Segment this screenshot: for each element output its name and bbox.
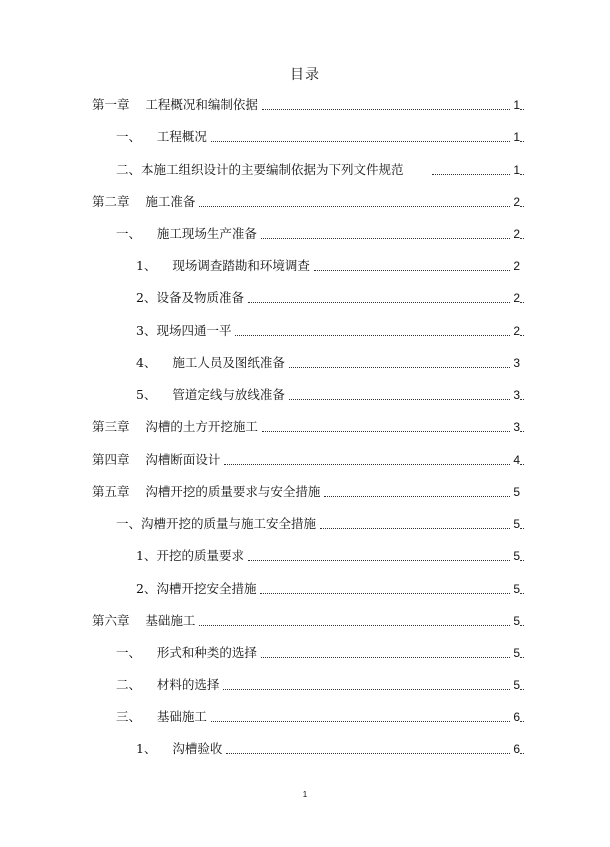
dot-leader-tail xyxy=(520,270,524,271)
toc-entry[interactable] xyxy=(92,483,524,501)
toc-entry-label: 第四章 沟槽断面设计 xyxy=(92,452,221,467)
toc-entry[interactable] xyxy=(116,161,524,179)
dot-leader xyxy=(260,593,510,594)
toc-entry-page: 3 xyxy=(513,420,520,434)
toc-entry-page: 5 xyxy=(513,549,520,563)
toc-entry-label: 3、现场四通一平 xyxy=(136,323,232,338)
toc-entry-label: 2、设备及物质准备 xyxy=(136,290,244,305)
toc-entry-page: 4 xyxy=(513,453,520,467)
toc-entry[interactable] xyxy=(92,612,524,630)
toc-entry-label: 5、 管道定线与放线准备 xyxy=(136,387,285,402)
toc-entry-label: 第二章 施工准备 xyxy=(92,194,196,209)
toc-entry-label: 三、 基础施工 xyxy=(116,709,207,724)
toc-entry-page: 1 xyxy=(513,98,520,112)
toc-entry-label: 第五章 沟槽开挖的质量要求与安全措施 xyxy=(92,484,321,499)
toc-entry-page: 2 xyxy=(513,195,520,209)
toc-entry[interactable] xyxy=(136,386,524,404)
toc-entry-label: 1、 现场调查踏勘和环境调查 xyxy=(136,258,310,273)
dot-leader-tail xyxy=(520,367,524,368)
toc-entry[interactable] xyxy=(136,547,524,565)
dot-leader-tail xyxy=(520,496,524,497)
dot-leader xyxy=(223,689,510,690)
dot-leader-tail xyxy=(520,528,524,529)
dot-leader xyxy=(261,238,510,239)
dot-leader xyxy=(199,625,510,626)
dot-leader xyxy=(224,464,510,465)
dot-leader-tail xyxy=(520,560,524,561)
dot-leader xyxy=(262,431,510,432)
toc-entry[interactable] xyxy=(92,451,524,469)
dot-leader xyxy=(226,753,510,754)
dot-leader-tail xyxy=(520,238,524,239)
toc-entry-label: 一、 工程概况 xyxy=(116,129,207,144)
dot-leader-tail xyxy=(520,109,524,110)
toc-entry[interactable] xyxy=(116,644,524,662)
toc-entry-page: 2 xyxy=(513,324,520,338)
toc-entry-page: 1 xyxy=(513,130,520,144)
toc-entry[interactable] xyxy=(116,676,524,694)
toc-entry-page: 5 xyxy=(513,582,520,596)
toc-entry[interactable] xyxy=(116,225,524,243)
dot-leader xyxy=(211,141,510,142)
dot-leader xyxy=(248,302,510,303)
toc-entry-label: 1、 沟槽验收 xyxy=(136,741,223,756)
dot-leader xyxy=(211,721,510,722)
toc-title: 目录 xyxy=(290,67,320,83)
toc-entry[interactable] xyxy=(92,418,524,436)
toc-entry-label: 一、 形式和种类的选择 xyxy=(116,645,257,660)
dot-leader-tail xyxy=(520,206,524,207)
dot-leader xyxy=(432,174,510,175)
toc-entry-label: 第六章 基础施工 xyxy=(92,613,196,628)
toc-entry-label: 二、本施工组织设计的主要编制依据为下列文件规范 xyxy=(116,162,404,177)
toc-entry[interactable] xyxy=(136,354,524,372)
toc-entry-label: 二、 材料的选择 xyxy=(116,677,220,692)
toc-entry[interactable] xyxy=(136,322,524,340)
dot-leader xyxy=(314,270,510,271)
toc-entry-page: 1 xyxy=(513,163,520,177)
toc-entry[interactable] xyxy=(136,740,524,758)
toc-entry-label: 一、 施工现场生产准备 xyxy=(116,226,257,241)
toc-entry-page: 2 xyxy=(513,291,520,305)
dot-leader-tail xyxy=(520,431,524,432)
dot-leader xyxy=(320,528,510,529)
dot-leader-tail xyxy=(520,689,524,690)
toc-entry-label: 1、开挖的质量要求 xyxy=(136,548,244,563)
dot-leader xyxy=(324,496,510,497)
dot-leader xyxy=(261,657,510,658)
toc-entry-page: 5 xyxy=(513,485,520,499)
toc-entry[interactable] xyxy=(136,289,524,307)
dot-leader-tail xyxy=(520,625,524,626)
toc-entry[interactable] xyxy=(136,257,524,275)
toc-entry-label: 4、 施工人员及图纸准备 xyxy=(136,355,285,370)
toc-entry[interactable] xyxy=(136,580,524,598)
toc-entry-page: 5 xyxy=(513,614,520,628)
dot-leader xyxy=(262,109,510,110)
dot-leader-tail xyxy=(520,593,524,594)
toc-entry-page: 3 xyxy=(513,356,520,370)
dot-leader xyxy=(199,206,510,207)
toc-entry-page: 5 xyxy=(513,646,520,660)
dot-leader-tail xyxy=(520,335,524,336)
dot-leader-tail xyxy=(520,399,524,400)
toc-entry[interactable] xyxy=(116,708,524,726)
toc-entry-page: 5 xyxy=(513,678,520,692)
dot-leader-tail xyxy=(520,464,524,465)
toc-entry-page: 3 xyxy=(513,388,520,402)
toc-entry-page: 6 xyxy=(513,710,520,724)
dot-leader-tail xyxy=(520,721,524,722)
toc-entry[interactable] xyxy=(92,193,524,211)
toc-entry-page: 2 xyxy=(513,227,520,241)
toc-entry[interactable] xyxy=(116,515,524,533)
toc-entry-page: 2 xyxy=(513,259,520,273)
dot-leader-tail xyxy=(520,141,524,142)
toc-entry-label: 第三章 沟槽的土方开挖施工 xyxy=(92,419,258,434)
dot-leader xyxy=(235,335,510,336)
page-number: 1 xyxy=(302,790,308,799)
dot-leader-tail xyxy=(520,753,524,754)
toc-entry[interactable] xyxy=(116,128,524,146)
toc-entry-page: 5 xyxy=(513,517,520,531)
toc-entry-page: 6 xyxy=(513,742,520,756)
dot-leader-tail xyxy=(520,174,524,175)
toc-entry-label: 2、沟槽开挖安全措施 xyxy=(136,581,257,596)
dot-leader-tail xyxy=(520,657,524,658)
dot-leader xyxy=(289,367,510,368)
dot-leader xyxy=(289,399,510,400)
toc-entry[interactable] xyxy=(92,96,524,114)
toc-entry-label: 一、沟槽开挖的质量与施工安全措施 xyxy=(116,516,317,531)
toc-entry-label: 第一章 工程概况和编制依据 xyxy=(92,97,258,112)
dot-leader-tail xyxy=(520,302,524,303)
dot-leader xyxy=(248,560,510,561)
